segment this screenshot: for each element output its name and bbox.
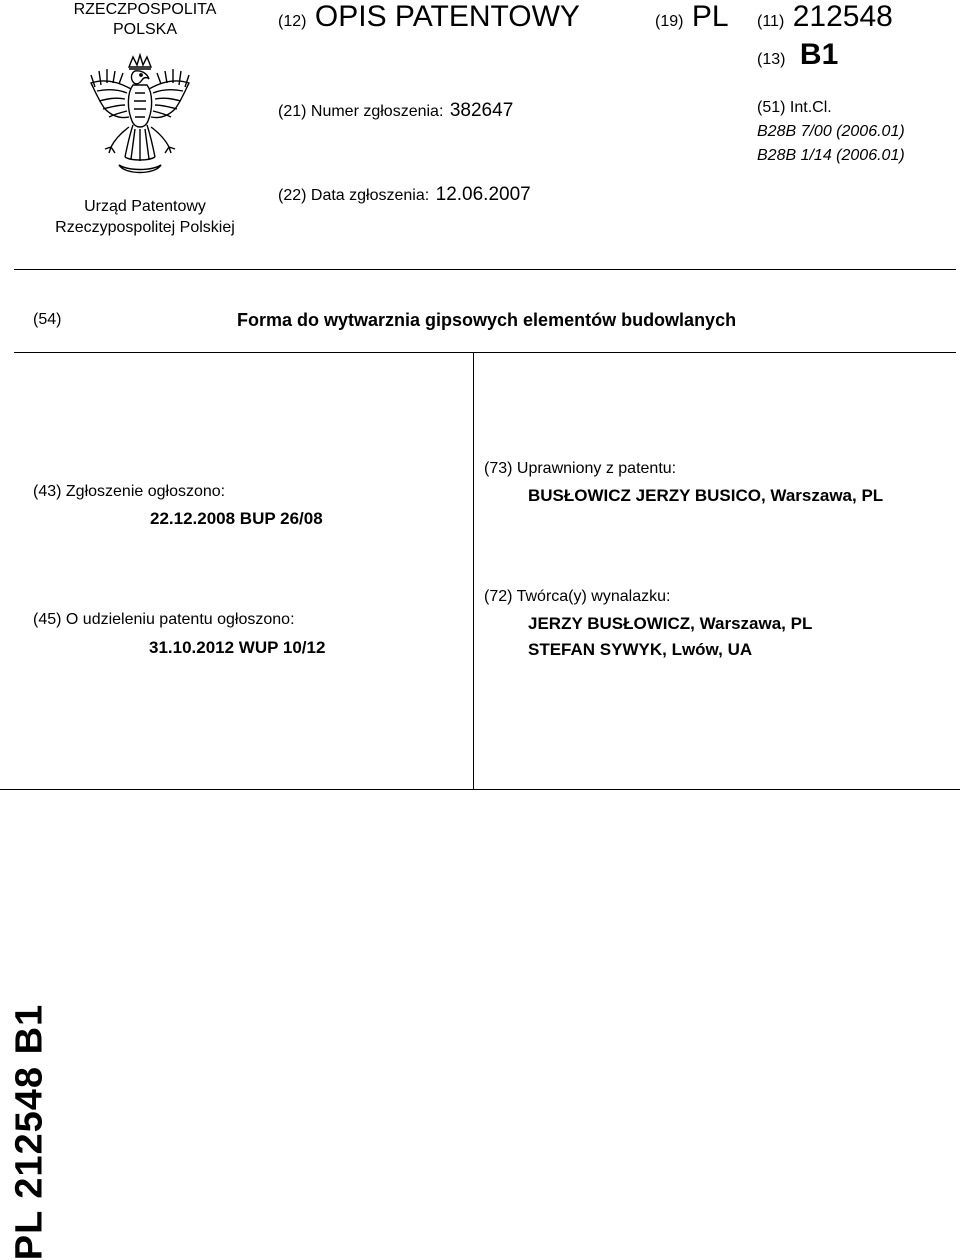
polish-eagle-emblem-icon: [85, 53, 195, 178]
country-name-line2: POLSKA: [112, 21, 178, 38]
application-number-value: 382647: [449, 100, 514, 121]
filing-date: [278, 184, 531, 206]
classification-item: B28B 1/14 (2006.01): [757, 147, 905, 164]
patent-number-code: (11): [757, 13, 785, 30]
office-name-line1: Urząd Patentowy: [84, 198, 206, 215]
inventor-name: JERZY BUSŁOWICZ, Warszawa, PL: [528, 614, 813, 633]
publication-value: 22.12.2008 BUP 26/08: [150, 509, 323, 528]
publication-label: (43) Zgłoszenie ogłoszono:: [33, 483, 226, 500]
patent-number-text: 212548: [792, 0, 893, 33]
divider: [14, 269, 956, 270]
document-kind-text: OPIS PATENTOWY: [314, 0, 580, 33]
side-patent-code: PL 212548 B1: [8, 1003, 51, 1260]
country-code-code: (19): [655, 13, 684, 30]
patent-title: Forma do wytwarznia gipsowych elementów budowlanych: [237, 310, 737, 330]
owner-value: BUSŁOWICZ JERZY BUSICO, Warszawa, PL: [528, 486, 884, 505]
application-number: [278, 100, 513, 122]
document-kind-code: (12): [278, 13, 307, 30]
owner-label: (73) Uprawniony z patentu:: [484, 460, 677, 477]
application-number-label: (21) Numer zgłoszenia:: [278, 103, 444, 120]
title-code: (54): [33, 311, 62, 328]
classification-label: (51) Int.Cl.: [757, 99, 832, 116]
patent-number: [757, 0, 893, 34]
country-code: [655, 0, 729, 34]
inventors-label: (72) Twórca(y) wynalazku:: [484, 588, 671, 605]
filing-date-value: 12.06.2007: [435, 184, 531, 205]
classification: [757, 96, 905, 168]
column-divider: [473, 352, 474, 789]
grant-value: 31.10.2012 WUP 10/12: [149, 638, 326, 657]
office-name-line2: Rzeczypospolitej Polskiej: [55, 219, 235, 236]
grant-label: (45) O udzieleniu patentu ogłoszono:: [33, 611, 295, 628]
divider: [14, 352, 956, 353]
classification-item: B28B 7/00 (2006.01): [757, 123, 905, 140]
country-name: [50, 0, 240, 40]
divider: [0, 789, 960, 790]
document-kind: [278, 0, 580, 34]
country-code-text: PL: [691, 0, 729, 33]
kind-code-text: B1: [799, 38, 839, 71]
country-name-line1: RZECZPOSPOLITA: [73, 1, 217, 18]
kind-code-code: (13): [757, 51, 786, 68]
inventor-name: STEFAN SYWYK, Lwów, UA: [528, 640, 753, 659]
kind-code: [757, 38, 838, 72]
office-name: [35, 196, 255, 238]
filing-date-label: (22) Data zgłoszenia:: [278, 187, 430, 204]
